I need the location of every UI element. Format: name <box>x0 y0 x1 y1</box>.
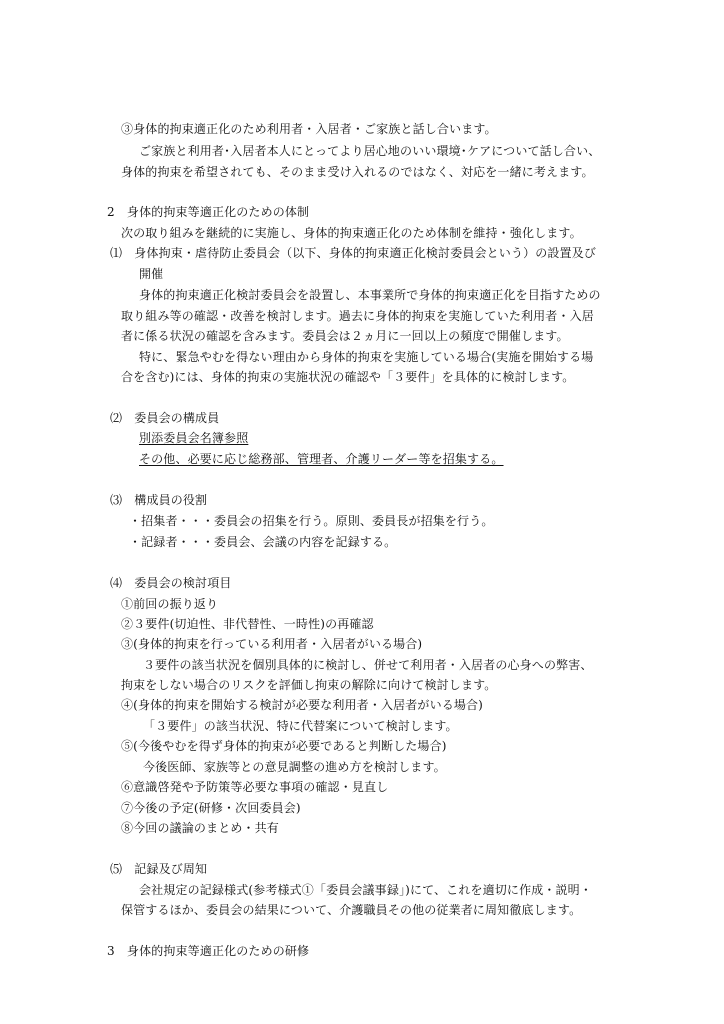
sub4-item-3: ③(身体的拘束を行っている利用者・入居者がいる場合) <box>121 637 423 651</box>
sub1-body-2: 取り組み等の確認・改善を検討します。過去に身体的拘束を実施していた利用者・入居 <box>121 309 594 323</box>
sub1-body-3: 者に係る状況の確認を含みます。委員会は２ヵ月に一回以上の頻度で開催します。 <box>121 329 569 343</box>
sub3-role-convener: ・招集者・・・委員会の招集を行う。原則、委員長が招集を行う。 <box>129 514 494 528</box>
sub5-body-1: 会社規定の記録様式(参考様式①「委員会議事録」)にて、これを適切に作成・説明・ <box>139 883 592 897</box>
sub1-body-1: 身体的拘束適正化検討委員会を設置し、本事業所で身体的拘束適正化を目指すための <box>139 288 601 302</box>
intro-item3-body-1: ご家族と利用者･入居者本人にとってより居心地のいい環境･ケアについて話し合い、 <box>139 144 601 158</box>
sub5-title: ⑸ 記録及び周知 <box>110 862 208 876</box>
intro-item3-body-2: 身体的拘束を希望されても、そのまま受け入れるのではなく、対応を一緒に考えます。 <box>121 165 594 179</box>
sub4-item-4: ④(身体的拘束を開始する検討が必要な利用者・入居者がいる場合) <box>121 698 484 712</box>
sub4-item-2: ②３要件(切迫性、非代替性、一時性)の再確認 <box>121 617 374 631</box>
sub1-body-4: 特に、緊急やむを得ない理由から身体的拘束を実施している場合(実施を開始する場 <box>139 350 594 364</box>
sub4-item-5: ⑤(今後やむを得ず身体的拘束が必要であると判断した場合) <box>121 739 447 753</box>
sub5-body-2: 保管するほか、委員会の結果について、介護職員その他の従業者に周知徹底します。 <box>121 903 582 917</box>
sub3-title: ⑶ 構成員の役割 <box>110 493 208 507</box>
sub2-member-reference: 別添委員会名簿参照 <box>139 431 249 445</box>
sub1-title-line-1: ⑴ 身体拘束・虐待防止委員会（以下、身体的拘束適正化検討委員会という）の設置及び <box>110 246 597 260</box>
sub4-title: ⑷ 委員会の検討項目 <box>110 576 232 590</box>
sub2-title: ⑵ 委員会の構成員 <box>110 411 220 425</box>
sub4-item-1: ①前回の振り返り <box>121 597 219 611</box>
sub3-role-recorder: ・記録者・・・委員会、会議の内容を記録する。 <box>129 535 397 549</box>
sub1-body-5: 合を含む)には、身体的拘束の実施状況の確認や「３要件」を具体的に検討します。 <box>121 370 575 384</box>
sub4-item-5-body: 今後医師、家族等との意見調整の進め方を検討します。 <box>143 760 446 774</box>
sub4-item-3-body-1: ３要件の該当状況を個別具体的に検討し、併せて利用者・入居者の心身への弊害、 <box>143 658 593 672</box>
section3-heading: 3 身体的拘束等適正化のための研修 <box>107 944 310 958</box>
intro-item3-title: ③身体的拘束適正化のため利用者・入居者・ご家族と話し合います。 <box>121 122 497 136</box>
sub4-item-6: ⑥意識啓発や予防策等必要な事項の確認・見直し <box>121 780 389 794</box>
sub4-item-3-body-2: 拘束をしない場合のリスクを評価し拘束の解除に向けて検討します。 <box>121 678 497 692</box>
sub4-item-7: ⑦今後の予定(研修・次回委員会) <box>121 801 301 815</box>
section2-heading: 2 身体的拘束等適正化のための体制 <box>107 205 310 219</box>
sub2-member-others: その他、必要に応じ総務部、管理者、介護リーダー等を招集する。 <box>139 452 504 466</box>
sub1-title-line-2: 開催 <box>139 267 164 281</box>
sub4-item-4-body: 「３要件」の該当状況、特に代替案について検討します。 <box>143 719 458 733</box>
sub4-item-8: ⑧今回の議論のまとめ・共有 <box>121 821 279 835</box>
section2-intro: 次の取り組みを継続的に実施し、身体的拘束適正化のため体制を維持・強化します。 <box>121 226 582 240</box>
